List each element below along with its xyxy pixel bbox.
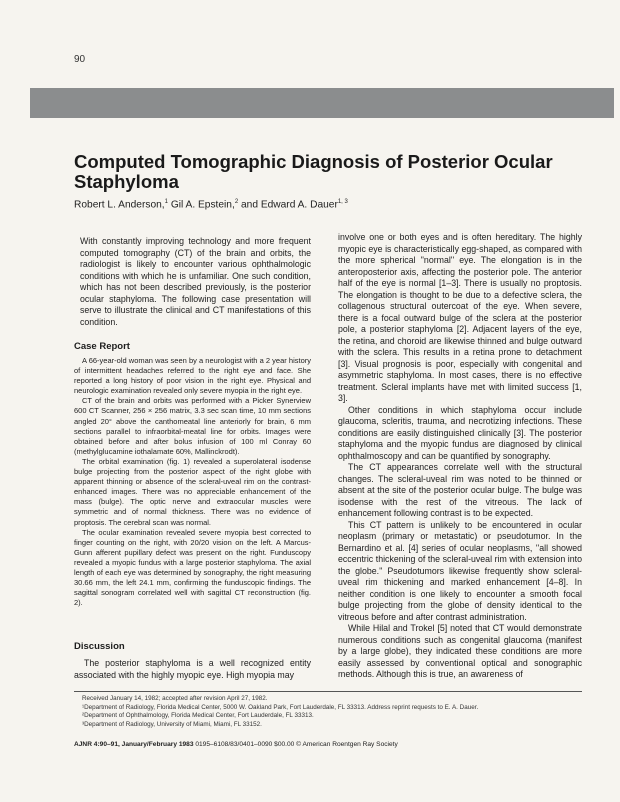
title-block	[74, 152, 574, 192]
body-paragraph: While Hilal and Trokel [5] noted that CT would demonstrate numerous conditions such as congenital glaucoma (manifest by a large globe), they indicated these conditions are more easily assessed by conventional optical and sonographic methods. Although this is true, an awareness of	[338, 623, 582, 679]
case-paragraph: The ocular examination revealed severe myopia best corrected to finger counting on the right, with 20/20 vision on the left. A Marcus-Gunn afferent pupillary defect was present on the right. Funduscopy revealed a myopic fundus with a large posterior staphyloma. The axial length of each eye was determined by sonography, the right measuring 30.66 mm, the left 24.1 mm, confirming the funduscopic findings. The sagittal sonogram correlated well with sagittal CT reconstruction (fig. 2).	[74, 527, 311, 608]
body-paragraph: involve one or both eyes and is often hereditary. The highly myopic eye is characteristically egg-shaped, as compared with the more spherical ''normal'' eye. The elongation is in the anteroposterior axis, affecting the posterior pole. The anterior half of the eye is normal [1–3]. There is usually no proptosis. The elongation is thought to be due to a defective sclera, the collagenous structural outercoat of the eye. When severe, there is a focal outward bulge of the sclera at the posterior pole, a posterior staphyloma [2]. Adjacent layers of the eye, the retina, and choroid are likewise thinned and bulge outward with the sclera. This results in a retina prone to detachment [3]. Visual prognosis is poor, especially with congenital and asymmetric staphyloma. In most cases, there is no effective treatment. Scleral implants have met with limited success [1, 3].	[338, 232, 582, 403]
right-column	[338, 232, 582, 681]
journal-details: 0195–6108/83/0401–0090 $00.00 © American Roentgen Ray Society	[195, 741, 398, 748]
case-paragraph: CT of the brain and orbits was performed with a Picker Synerview 600 CT Scanner, 256 × 256 matrix, 3.3 sec scan time, 10 mm sections angled 20° above the canthomeatal line anteriorly for brain, 6 mm sections parallel to infraorbital-meatal line for orbits. Images were obtained before and after bolus infusion of 100 ml Conray 60 (methylglucamine iothalamate 60%, Mallinckrodt).	[74, 396, 311, 456]
case-report-body	[74, 356, 311, 608]
body-paragraph: Other conditions in which staphyloma occur include glaucoma, scleritis, trauma, and necrotizing infections. These conditions are easily distinguished clinically [3]. The posterior staphyloma and the myopic fundus are diagnosed by clinical ophthalmoscopy and can be quantified by sonography.	[338, 404, 582, 461]
body-paragraph: This CT pattern is unlikely to be encountered in ocular neoplasm (primary or metastatic) or pseudotumor. In the Bernardino et al. [4] series of ocular neoplasms, ''all showed eccentric thickening of the scleral-uveal rim with extension into the globe.'' Pseudotumors likewise frequently show scleral-uveal rim thickening and marked enhancement [4–8]. In neither condition is one likely to encounter a smooth focal bulge projecting from the globe of density identical to the vitreous before and after contrast administration.	[338, 519, 582, 622]
footnote-received: Received January 14, 1982; accepted after revision April 27, 1982.	[82, 695, 268, 702]
header-banner	[30, 88, 614, 118]
body-paragraph: The CT appearances correlate well with the structural changes. The scleral-uveal rim was noted to be thinned or absent at the site of the posterior ocular bulge. The bulge was isodense with the rest of the vitreous. The lack of enhancement following contrast is to be expected.	[338, 462, 582, 518]
author-affiliation: 2	[234, 199, 239, 205]
case-paragraph: A 66-year-old woman was seen by a neurologist with a 2 year history of intermittent headaches referred to the right eye and face. She reported a long history of poor vision in the right eye. Physical and neurologic examination revealed only severe myopia in the right eye.	[74, 356, 311, 396]
footnote-affiliation: ²Department of Ophthalmology, Florida Medical Center, Fort Lauderdale, FL 33313.	[82, 712, 314, 720]
author-name: and Edward A. Dauer	[241, 199, 338, 211]
discussion-heading: Discussion	[74, 641, 125, 652]
journal-reference: AJNR 4:90–91, January/February 1983	[74, 741, 194, 748]
page-number: 90	[74, 54, 86, 65]
footnotes	[82, 695, 478, 729]
author-affiliation: 1, 3	[337, 199, 348, 205]
journal-citation	[74, 741, 398, 748]
author-affiliation: 1	[164, 199, 168, 205]
case-report-heading: Case Report	[74, 341, 130, 352]
author-list	[74, 199, 348, 210]
footnote-affiliation: ³Department of Radiology, University of Miami, Miami, FL 33152.	[82, 720, 262, 728]
footnote-divider	[74, 691, 582, 692]
discussion-paragraph: The posterior staphyloma is a well recognized entity associated with the highly myopic eye. High myopia may	[74, 658, 311, 680]
abstract-text: With constantly improving technology and more frequent computed tomography (CT) of the brain and orbits, the radiologist is likely to encounter various ophthalmologic conditions with which he is unfamiliar. One such condition, which has not been described previously, is the posterior ocular staphyloma. The following case presentation will serve to illustrate the clinical and CT manifestations of this condition.	[80, 236, 311, 327]
case-paragraph: The orbital examination (fig. 1) revealed a superolateral isodense bulge projecting from the posterior aspect of the right globe with apparent thinning or absence of the scleral-uveal rim on the contrast-enhanced images. There was no appreciable enhancement of the mass (bulge). The optic nerve and extraocular muscles were symmetric and of normal thickness. There was no evidence of proptosis. The cerebral scan was normal.	[74, 456, 311, 527]
discussion-body-left	[74, 658, 311, 681]
author-name: Robert L. Anderson,	[74, 199, 165, 211]
abstract	[74, 236, 311, 328]
footnote-affiliation: ¹Department of Radiology, Florida Medical Center, 5000 W. Oakland Park, Fort Lauderdale, FL 33313. Address reprint requests to E. A. Dauer.	[82, 703, 479, 711]
article-title: Computed Tomographic Diagnosis of Posterior Ocular Staphyloma	[74, 151, 553, 192]
author-name: Gil A. Epstein,	[170, 199, 235, 211]
